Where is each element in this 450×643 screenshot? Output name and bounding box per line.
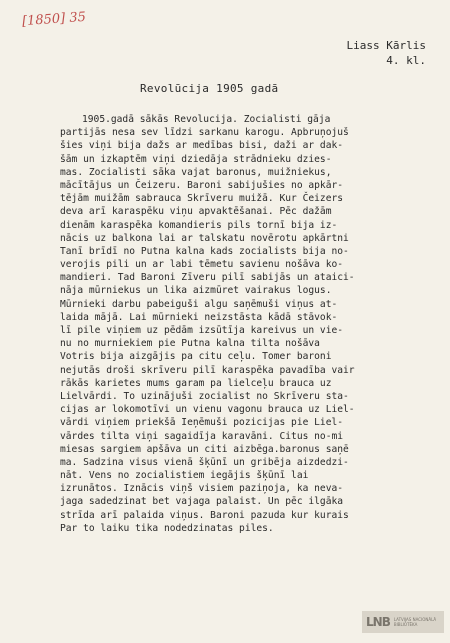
essay-line: izrunātos. Iznācis viņš visiem paziņoja, ka neva-: [60, 483, 344, 495]
essay-line: strīda arī palaida viņus. Baroni pazuda kur kurais: [60, 509, 349, 521]
essay-title: Revolūcija 1905 gadā: [140, 82, 279, 95]
essay-line: nu no murniekiem pie Putna kalna tilta nošāva: [60, 338, 320, 350]
essay-line: nāja mūrniekus un lika aizmūret vairakus logus.: [60, 285, 332, 297]
essay-line: Par to laiku tika nodedzinatas piles.: [60, 522, 274, 534]
author-class: 4. kl.: [386, 54, 426, 67]
essay-body: [60, 113, 430, 535]
essay-line: 1905.gadā sākās Revolucija. Zocialisti gāja: [82, 114, 331, 125]
essay-line: nejutās droši skrīveru pilī karaspēka pavadība vair: [60, 364, 355, 376]
essay-line: cijas ar lokomotīvi un vienu vagonu brauca uz Liel-: [60, 404, 355, 416]
essay-line: deva arī karaspēku viņu apvaktēšanai. Pēc dažām: [60, 206, 332, 218]
essay-line: mācītājus un Čeizeru. Baroni sabijušies no apkār-: [60, 179, 344, 191]
essay-line: šies viņi bija dažs ar medības bisi, daži ar dak-: [60, 140, 344, 152]
essay-line: dienām karaspēka komandieris pils tornī bija iz-: [60, 219, 338, 231]
essay-line: laida mājā. Lai mūrnieki neizstāsta kādā stāvok-: [60, 311, 338, 323]
essay-line: rākās karietes mums garam pa lielceļu brauca uz: [60, 377, 332, 389]
essay-line: vārdes tilta viņi sagaidīja karavāni. Citus no-mi: [60, 430, 344, 442]
essay-line: Votris bija aizgājis pa citu ceļu. Tomer baroni: [60, 351, 332, 363]
essay-line: šām un izkaptēm viņi dziedāja strādnieku dzies-: [60, 153, 332, 165]
essay-line: nācis uz balkona lai ar talskatu novērotu apkārtni: [60, 232, 349, 244]
essay-line: miesas sargiem apšāva un citi aizbēga.baronus saņē: [60, 443, 349, 455]
essay-line: mandieri. Tad Baroni Zīveru pilī sabijās un ataici-: [60, 272, 355, 284]
essay-line: jaga sadedzinat bet vajaga palaist. Un pēc ilgāka: [60, 496, 344, 508]
essay-line: Mūrnieki darbu pabeiguši algu saņēmuši viņus at-: [60, 298, 338, 310]
archive-reference: [1850] 35: [21, 9, 87, 30]
author-name: Liass Kārlis: [346, 39, 426, 52]
essay-line: ma. Sadzina visus vienā šķūnī un gribēja aizdedzi-: [60, 456, 349, 468]
essay-line: mas. Zocialisti sāka vajat baronus, muižniekus,: [60, 166, 332, 178]
essay-line: lī pile viņiem uz pēdām izsūtīja kareivus un vie-: [60, 325, 344, 336]
essay-line: tējām muižām sabrauca Skrīveru muižā. Kur Čeizers: [60, 193, 344, 205]
essay-line: vārdi viņiem priekšā Ieņēmuši pozicijas pie Liel-: [60, 417, 344, 429]
essay-line: verojis pili un ar labi tēmetu savienu nošāva ko-: [60, 259, 344, 271]
library-logo-icon: LNB: [366, 615, 390, 629]
essay-line: Lielvārdi. To uzinājuši zocialist no Skrīveru sta-: [60, 390, 349, 402]
essay-line: Tanī brīdī no Putna kalna kads zocialists bija no-: [60, 245, 349, 257]
essay-line: partijās nesa sev līdzi sarkanu karogu. Apbruņojuš: [60, 127, 349, 139]
author-block: [347, 38, 426, 68]
library-stamp-text: LATVIJAS NACIONĀLĀ BIBLIOTĒKA: [393, 617, 437, 627]
essay-line: nāt. Vens no zocialistiem iegājis šķūnī lai: [60, 470, 309, 482]
library-stamp: [362, 611, 444, 633]
